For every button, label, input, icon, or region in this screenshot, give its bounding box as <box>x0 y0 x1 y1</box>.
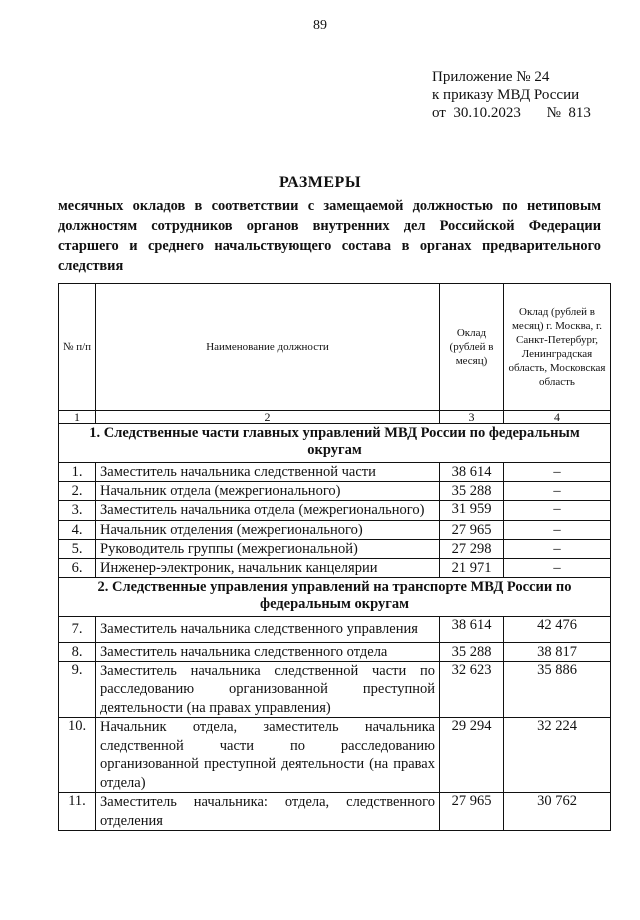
annex-line-1: Приложение № 24 <box>432 69 550 85</box>
table-row <box>59 642 611 661</box>
table-row <box>59 520 611 539</box>
salary-value: 21 971 <box>440 558 504 577</box>
salary-value: 27 298 <box>440 539 504 558</box>
table-row <box>59 793 611 831</box>
salary-msk-value: 42 476 <box>504 616 611 642</box>
salary-value: 38 614 <box>440 463 504 482</box>
annex-number: 813 <box>568 105 591 121</box>
section-1-title: 1. Следственные части главных управлений МВД России по федеральным округам <box>59 424 611 463</box>
row-number: 7. <box>59 616 96 642</box>
header-no: № п/п <box>59 284 96 411</box>
col-number: 2 <box>96 411 440 424</box>
header-salary: Оклад (рублей в месяц) <box>440 284 504 411</box>
table-row <box>59 558 611 577</box>
document-subtitle: месячных окладов в соответствии с замещаемой должностью по нетиповым должностям сотрудников органов внутренних дел Российской Федерации старшего и среднего начальствующего состава в органах предварительного следствия <box>58 198 601 274</box>
salary-msk-value: – <box>504 520 611 539</box>
annex-date: 30.10.2023 <box>453 105 521 121</box>
column-number-row <box>59 411 611 424</box>
annex-number-label: № <box>546 105 561 121</box>
salary-msk-value: 32 224 <box>504 718 611 793</box>
table-row <box>59 539 611 558</box>
salary-table <box>58 283 611 831</box>
col-number: 4 <box>504 411 611 424</box>
salary-value: 38 614 <box>440 616 504 642</box>
salary-msk-value: – <box>504 501 611 521</box>
table-row <box>59 463 611 482</box>
page-number: 89 <box>313 18 327 33</box>
position-name: Инженер-электроник, начальник канцелярии <box>96 558 440 577</box>
row-number: 5. <box>59 539 96 558</box>
position-name: Заместитель начальника следственного управления <box>96 616 440 642</box>
header-salary-msk: Оклад (рублей в месяц) г. Москва, г. Санкт-Петербург, Ленинградская область, Московская область <box>504 284 611 411</box>
position-name: Заместитель начальника следственного отдела <box>96 642 440 661</box>
row-number: 1. <box>59 463 96 482</box>
col-number: 3 <box>440 411 504 424</box>
row-number: 9. <box>59 661 96 718</box>
col-number: 1 <box>59 411 96 424</box>
position-name: Заместитель начальника отдела (межрегионального) <box>96 501 440 521</box>
position-name: Начальник отдела, заместитель начальника следственной части по расследованию организованной преступной деятельности (на правах отдела) <box>96 718 440 793</box>
position-name: Начальник отдела (межрегионального) <box>96 482 440 501</box>
annex-line-3 <box>432 104 591 122</box>
table-row <box>59 661 611 718</box>
salary-value: 27 965 <box>440 793 504 831</box>
annex-date-prefix: от <box>432 105 446 121</box>
document-title: РАЗМЕРЫ <box>278 174 362 191</box>
salary-msk-value: – <box>504 539 611 558</box>
position-name: Заместитель начальника следственной части по расследованию организованной преступной деятельности (на правах управления) <box>96 661 440 718</box>
table-row <box>59 501 611 521</box>
row-number: 2. <box>59 482 96 501</box>
row-number: 3. <box>59 501 96 521</box>
row-number: 11. <box>59 793 96 831</box>
table-row <box>59 482 611 501</box>
salary-msk-value: 38 817 <box>504 642 611 661</box>
section-row <box>59 424 611 463</box>
position-name: Заместитель начальника следственной части <box>96 463 440 482</box>
header-name: Наименование должности <box>96 284 440 411</box>
salary-msk-value: 30 762 <box>504 793 611 831</box>
row-number: 6. <box>59 558 96 577</box>
row-number: 8. <box>59 642 96 661</box>
section-row <box>59 577 611 616</box>
table-row <box>59 616 611 642</box>
salary-msk-value: 35 886 <box>504 661 611 718</box>
salary-msk-value: – <box>504 558 611 577</box>
salary-msk-value: – <box>504 463 611 482</box>
position-name: Руководитель группы (межрегиональной) <box>96 539 440 558</box>
salary-value: 31 959 <box>440 501 504 521</box>
position-name: Начальник отделения (межрегионального) <box>96 520 440 539</box>
salary-value: 32 623 <box>440 661 504 718</box>
salary-value: 27 965 <box>440 520 504 539</box>
salary-value: 29 294 <box>440 718 504 793</box>
header-row <box>59 284 611 411</box>
annex-line-2: к приказу МВД России <box>432 87 580 103</box>
section-2-title: 2. Следственные управления управлений на транспорте МВД России по федеральным округам <box>59 577 611 616</box>
annex-block <box>432 68 591 122</box>
row-number: 4. <box>59 520 96 539</box>
salary-value: 35 288 <box>440 642 504 661</box>
salary-msk-value: – <box>504 482 611 501</box>
table-row <box>59 718 611 793</box>
position-name: Заместитель начальника: отдела, следственного отделения <box>96 793 440 831</box>
salary-value: 35 288 <box>440 482 504 501</box>
row-number: 10. <box>59 718 96 793</box>
